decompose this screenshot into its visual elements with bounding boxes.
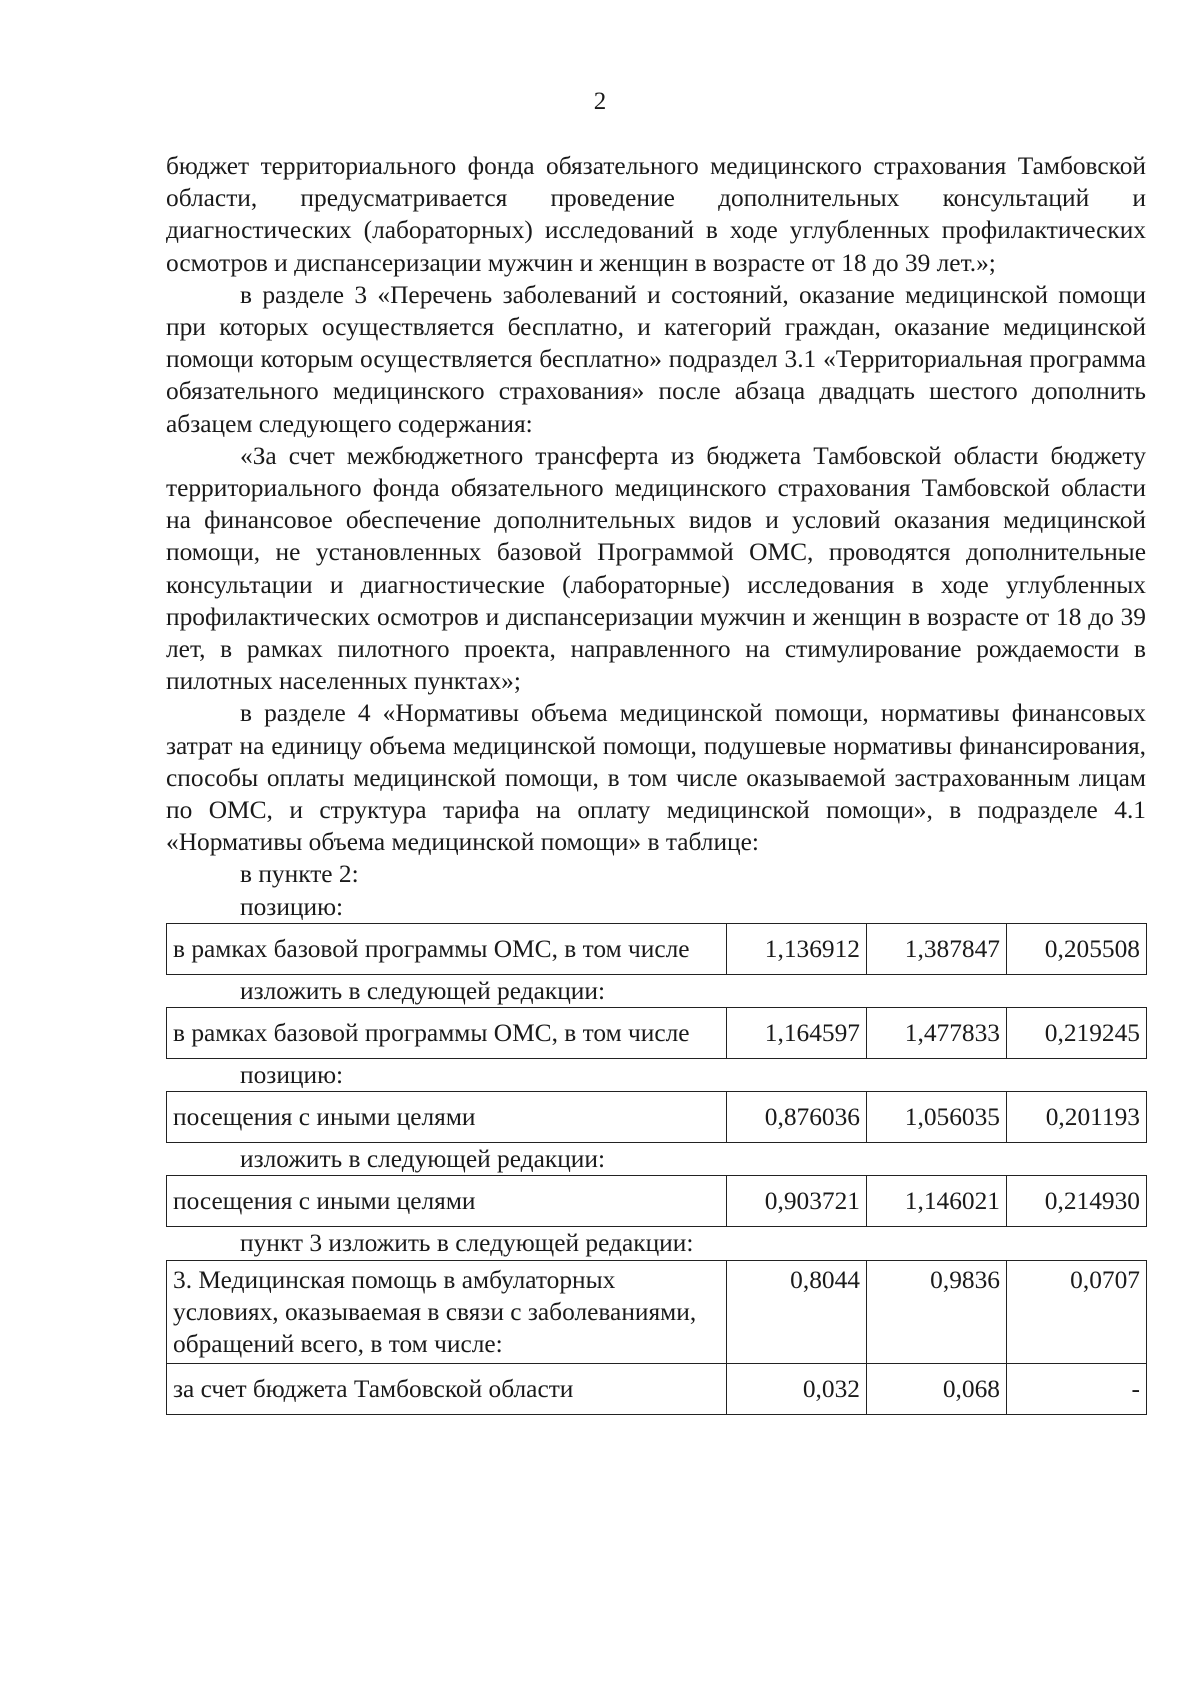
table-row — [167, 1092, 1147, 1143]
cell-value: 1,387847 — [867, 923, 1007, 974]
table-old-other-visits — [166, 1091, 1147, 1143]
table-new-other-visits — [166, 1175, 1147, 1227]
cell-value: 1,136912 — [727, 923, 867, 974]
label-position-1: позицию: — [240, 892, 344, 921]
cell-name: в рамках базовой программы ОМС, в том числе — [167, 923, 727, 974]
cell-value: 1,146021 — [867, 1176, 1007, 1227]
table-new-base-program — [166, 1007, 1147, 1059]
cell-name: за счет бюджета Тамбовской области — [167, 1363, 727, 1414]
cell-value: 0,9836 — [867, 1260, 1007, 1363]
cell-value: 0,032 — [727, 1363, 867, 1414]
table-row — [167, 923, 1147, 974]
cell-value: 0,201193 — [1007, 1092, 1147, 1143]
document-body — [166, 150, 1146, 1415]
label-position-2: позицию: — [240, 1061, 344, 1090]
label-in-point-2: в пункте 2: — [240, 860, 359, 889]
cell-value: 1,056035 — [867, 1092, 1007, 1143]
table-row — [167, 1176, 1147, 1227]
table-row — [167, 1363, 1147, 1414]
cell-value: - — [1007, 1363, 1147, 1414]
cell-value: 1,164597 — [727, 1008, 867, 1059]
label-point-3-restate: пункт 3 изложить в следующей редакции: — [240, 1229, 694, 1258]
table-row — [167, 1260, 1147, 1363]
cell-value: 0,214930 — [1007, 1176, 1147, 1227]
cell-value: 0,903721 — [727, 1176, 867, 1227]
paragraph-section-4: в разделе 4 «Нормативы объема медицинской помощи, нормативы финансовых затрат на единицу объема медицинской помощи, подушевые нормативы финансирования, способы оплаты медицинской помощи, в том числе оказываемой застрахованным лицам по ОМС, и структура тарифа на оплату медицинской помощи», в подразделе 4.1 «Нормативы объема медицинской помощи» в таблице: — [166, 699, 1146, 857]
table-row — [167, 1008, 1147, 1059]
cell-value: 0,068 — [867, 1363, 1007, 1414]
paragraph-quote: «За счет межбюджетного трансферта из бюджета Тамбовской области бюджету территориального фонда обязательного медицинского страхования Тамбовской области на финансовое обеспечение дополнительных видов и условий оказания медицинской помощи, не установленных базовой Программой ОМС, проводятся дополнительные консультации и диагностические (лабораторные) исследования в ходе углубленных профилактических осмотров и диспансеризации мужчин и женщин в возрасте от 18 до 39 лет, в рамках пилотного проекта, направленного на стимулирование рождаемости в пилотных населенных пунктах»; — [166, 441, 1146, 696]
cell-value: 1,477833 — [867, 1008, 1007, 1059]
cell-value: 0,0707 — [1007, 1260, 1147, 1363]
cell-name: посещения с иными целями — [167, 1176, 727, 1227]
cell-value: 0,219245 — [1007, 1008, 1147, 1059]
cell-name: 3. Медицинская помощь в амбулаторных условиях, оказываемая в связи с заболеваниями, обращений всего, в том числе: — [167, 1260, 727, 1363]
page-number: 2 — [593, 88, 607, 115]
cell-value: 0,8044 — [727, 1260, 867, 1363]
label-restate-1: изложить в следующей редакции: — [240, 976, 606, 1005]
cell-value: 0,205508 — [1007, 923, 1147, 974]
table-old-base-program — [166, 923, 1147, 975]
paragraph-continuation: бюджет территориального фонда обязательного медицинского страхования Тамбовской области, предусматривается проведение дополнительных консультаций и диагностических (лабораторных) исследований в ходе углубленных профилактических осмотров и диспансеризации мужчин и женщин в возрасте от 18 до 39 лет.»; — [166, 152, 1146, 277]
paragraph-section-3: в разделе 3 «Перечень заболеваний и состояний, оказание медицинской помощи при которых осуществляется бесплатно, и категорий граждан, оказание медицинской помощи которым осуществляется бесплатно» подраздел 3.1 «Территориальная программа обязательного медицинского страхования» после абзаца двадцать шестого дополнить абзацем следующего содержания: — [166, 280, 1146, 438]
cell-name: посещения с иными целями — [167, 1092, 727, 1143]
cell-value: 0,876036 — [727, 1092, 867, 1143]
label-restate-2: изложить в следующей редакции: — [240, 1145, 606, 1174]
table-point-3 — [166, 1260, 1147, 1415]
cell-name: в рамках базовой программы ОМС, в том числе — [167, 1008, 727, 1059]
